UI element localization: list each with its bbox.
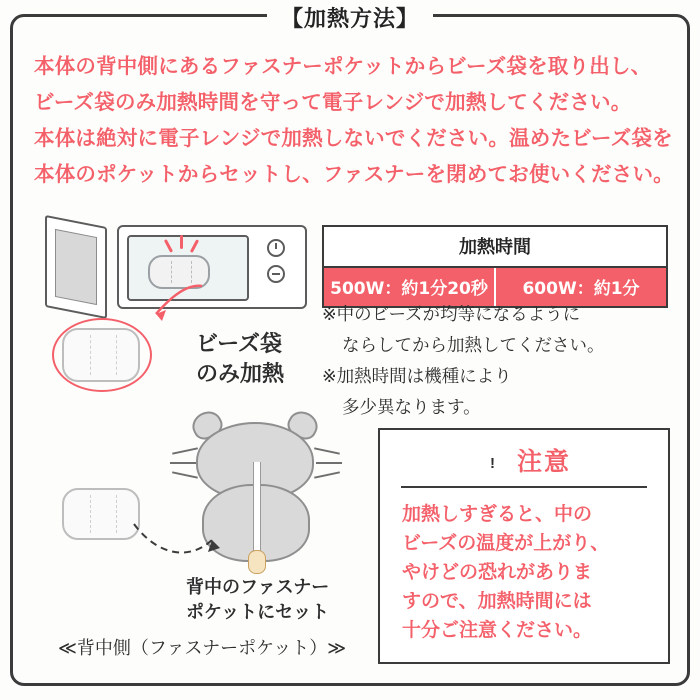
callout-bead-only-line-1: ビーズ袋 bbox=[196, 332, 283, 357]
caution-line-3: やけどの恐れがありま bbox=[402, 561, 593, 583]
note-line-4: 多少異なります。 bbox=[342, 398, 481, 418]
caution-line-4: すので、加熱時間には bbox=[402, 590, 592, 612]
dashed-arrow-icon bbox=[130, 490, 250, 570]
lead-line-3: 本体は絶対に電子レンジで加熱しないでください。温めたビーズ袋を bbox=[34, 126, 673, 150]
zipper-pull-icon bbox=[248, 550, 266, 574]
lead-line-1: 本体の背中側にあるファスナーポケットからビーズ袋を取り出し、 bbox=[34, 54, 652, 78]
heating-time-table bbox=[322, 225, 668, 308]
bead-bag-lower-icon bbox=[62, 488, 140, 540]
zipper-icon bbox=[253, 462, 261, 558]
note-line-2: ならしてから加熱してください。 bbox=[342, 336, 605, 356]
warning-triangle-icon bbox=[477, 447, 507, 474]
note-line-3: ※加熱時間は機種により bbox=[322, 367, 512, 387]
oven-knob-lower-icon bbox=[267, 265, 285, 283]
page-title-wrap bbox=[0, 2, 700, 33]
caution-title: 注意 bbox=[516, 447, 571, 476]
caution-body bbox=[402, 500, 668, 645]
table-cell-600w: 600W：約1分 bbox=[522, 279, 640, 299]
heat-lines-icon bbox=[163, 233, 207, 255]
caution-divider bbox=[401, 486, 647, 488]
oven-door-glass bbox=[55, 229, 97, 305]
highlight-ellipse bbox=[52, 318, 152, 392]
caution-line-5: 十分ご注意ください。 bbox=[402, 619, 593, 641]
caution-line-2: ビーズの温度が上がり、 bbox=[402, 532, 610, 554]
oven-door-icon bbox=[45, 215, 107, 319]
table-header: 加熱時間 bbox=[324, 227, 666, 268]
bottom-caption: ≪背中側（ファスナーポケット）≫ bbox=[58, 638, 347, 659]
warning-exclamation: ! bbox=[489, 454, 495, 472]
callout-bead-only bbox=[196, 330, 284, 390]
caution-box bbox=[378, 428, 670, 664]
callout-bead-only-line-2: のみ加熱 bbox=[196, 362, 285, 387]
caution-line-1: 加熱しすぎると、中の bbox=[402, 503, 593, 525]
lead-line-2: ビーズ袋のみ加熱時間を守って電子レンジで加熱してください。 bbox=[34, 90, 632, 114]
red-arrow-icon bbox=[140, 280, 210, 330]
page-title: 【加熱方法】 bbox=[267, 2, 433, 33]
plush-whisker-5 bbox=[316, 462, 342, 464]
lead-line-4: 本体のポケットからセットし、ファスナーを閉めてお使いください。 bbox=[34, 162, 674, 186]
callout-set-pocket bbox=[186, 575, 329, 625]
oven-knob-upper-icon bbox=[267, 239, 285, 257]
callout-set-pocket-line-1: 背中のファスナー bbox=[186, 577, 330, 598]
note-line-1: ※中のビーズが均等になるように bbox=[322, 305, 581, 325]
table-cell-500w: 500W：約1分20秒 bbox=[324, 268, 496, 306]
notes-block bbox=[322, 300, 672, 424]
plush-whisker-2 bbox=[170, 462, 196, 464]
callout-set-pocket-line-2: ポケットにセット bbox=[186, 602, 330, 623]
caution-header bbox=[380, 430, 668, 478]
oven-control-panel bbox=[257, 235, 297, 301]
lead-paragraph bbox=[34, 48, 674, 192]
